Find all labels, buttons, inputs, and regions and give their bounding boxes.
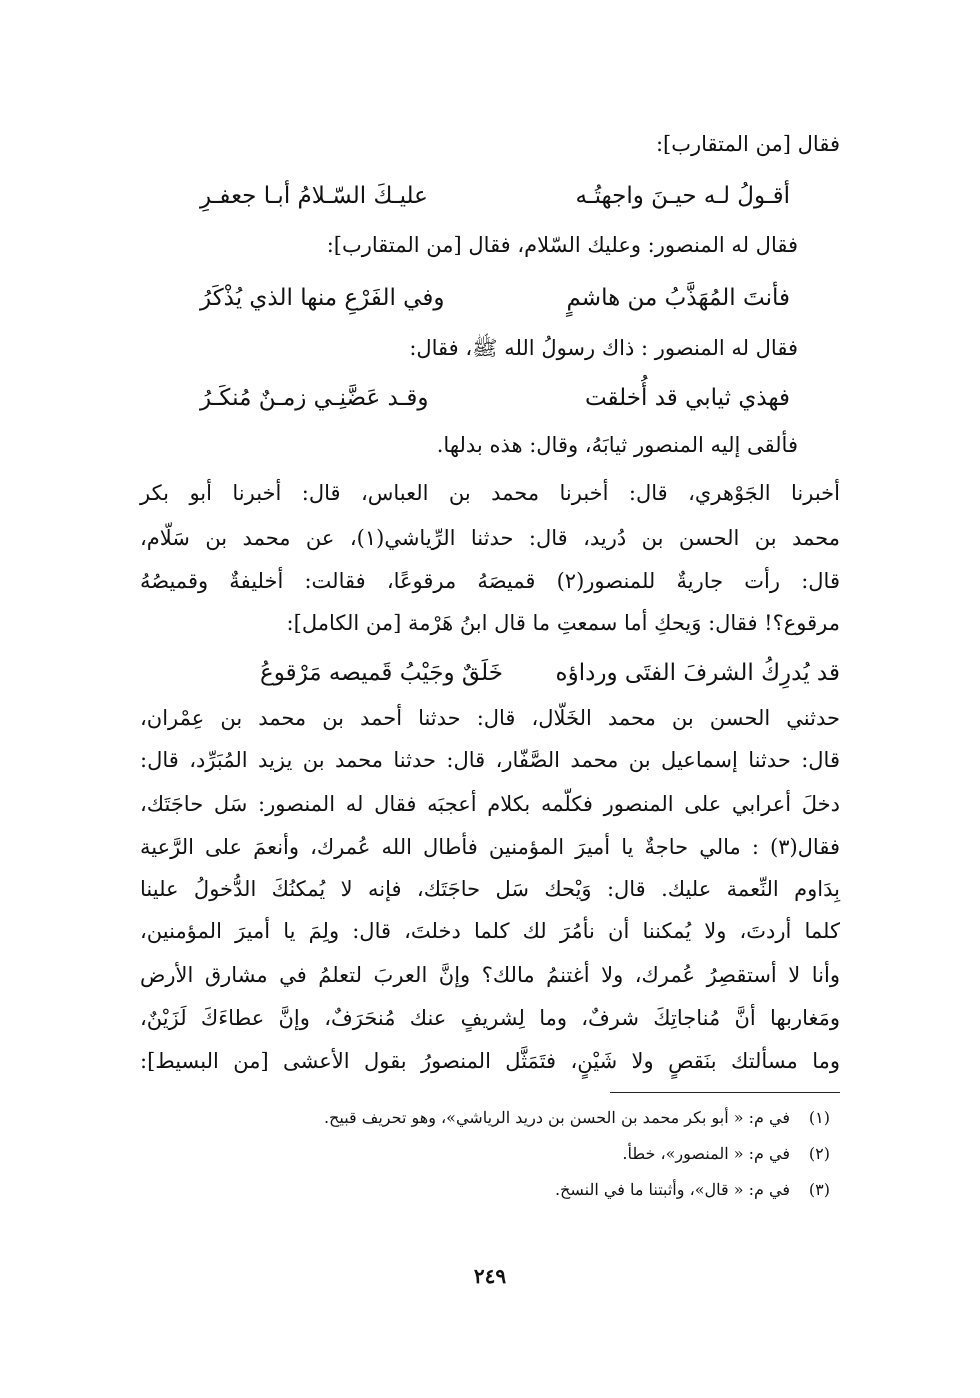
text-line: حدثني الحسن بن محمد الخَلّال، قال: حدثنا أحمد بن محمد بن عِمْران، (140, 706, 840, 730)
verse-line (200, 177, 840, 215)
footnote-number: (١) (808, 1108, 830, 1127)
verse-line (200, 379, 840, 417)
footnote-text: في م: « المنصور»، خطأ. (622, 1144, 790, 1163)
verse-first-hemistich: فأنتَ المُهَذَّبُ من هاشمٍ (566, 285, 790, 311)
text-line: فألقى إليه المنصور ثيابَهُ، وقال: هذه بدلها. (436, 433, 798, 457)
text-line: وما مسألتك بنَقصٍ ولا شَيْنٍ، فتَمَثَّل المنصورُ بقول الأعشى [من البسيط]: (140, 1049, 840, 1073)
text-line: بِدَاوم النِّعمة عليك. قال: وَيْحك سَل حاجَتَك، فإنه لا يُمكنُكَ الدُّخولُ علينا (140, 877, 840, 901)
text-line: كلما أردتَ، ولا يُمكننا أن نأمُرَ لك كلما دخلتَ، قال: ولِمَ يا أميرَ المؤمنين، (140, 919, 840, 943)
text-line: قال: رأت جاريةٌ للمنصور(٢) قميصَهُ مرقوعًا، فقالت: أخليفةٌ وقميصُهُ (140, 569, 840, 593)
footnote-text: في م: « أبو بكر محمد بن الحسن بن دريد الرياشي»، وهو تحريف قبيح. (323, 1108, 790, 1127)
footnote (622, 1142, 830, 1166)
text-line: دخلَ أعرابي على المنصور فكلّمه بكلام أعجبَه فقال له المنصور: سَل حاجَتَك، (140, 792, 840, 816)
footnote-number: (٢) (808, 1144, 830, 1163)
text-line: فقال(٣) : مالي حاجةٌ يا أميرَ المؤمنين فأطال الله عُمرك، وأنعمَ على الرَّعية (140, 835, 840, 859)
verse-second-hemistich: وقـد عَضَّنِـي زمـنٌ مُنكَـرُ (200, 385, 429, 411)
footnote (555, 1178, 830, 1202)
text-line: محمد بن الحسن بن دُريد، قال: حدثنا الرِّياشي(١)، عن محمد بن سَلّام، (140, 526, 840, 550)
footnote-number: (٣) (808, 1180, 830, 1199)
page-number: ٢٤٩ (473, 1264, 507, 1288)
footnote (324, 1106, 830, 1130)
text-line: أخبرنا الجَوْهري، قال: أخبرنا محمد بن العباس، قال: أخبرنا أبو بكر (140, 481, 840, 505)
footnote-divider (610, 1092, 840, 1093)
verse-second-hemistich: عليـكَ السّـلامُ أبـا جعفـرِ (200, 183, 428, 209)
footnote-text: في م: « قال»، وأثبتنا ما في النسخ. (554, 1180, 790, 1199)
text-line: ومَغاربها أنَّ مُناجاتِكَ شرفٌ، وما لِشريفٍ عنك مُنحَرَفٌ، وإنَّ عطاءَكَ لَزَيْنٌ، (140, 1006, 840, 1030)
verse-line (200, 654, 840, 692)
text-line: وأنا لا أستقصِرُ عُمرك، ولا أغتنمُ مالك؟ وإنَّ العربَ لتعلمُ في مشارق الأرض (140, 963, 840, 987)
verse-first-hemistich: أقـولُ لـه حيـنَ واجهتُـه (575, 183, 790, 209)
verse-first-hemistich: فهذي ثيابي قد أُخلقت (584, 385, 790, 411)
verse-second-hemistich: خَلَقٌ وجَيْبُ قَميصه مَرْقوعُ (260, 660, 503, 686)
text-line: فقال [من المتقارب]: (655, 132, 840, 156)
verse-line (200, 279, 840, 317)
verse-second-hemistich: وفي الفَرْعِ منها الذي يُذْكَرُ (200, 285, 445, 311)
verse-first-hemistich: قد يُدرِكُ الشرفَ الفتَى ورداؤه (555, 660, 840, 686)
text-line: مرقوع؟! فقال: وَيحكِ أما سمعتِ ما قال ابنُ هَرْمة [من الكامل]: (286, 611, 840, 635)
text-line: قال: حدثنا إسماعيل بن محمد الصَّفّار، قال: حدثنا محمد بن يزيد المُبَرِّد، قال: (140, 748, 840, 772)
text-line: فقال له المنصور: وعليك السّلام، فقال [من المتقارب]: (326, 233, 798, 257)
text-line: فقال له المنصور : ذاك رسولُ الله ﷺ، فقال: (409, 336, 798, 360)
